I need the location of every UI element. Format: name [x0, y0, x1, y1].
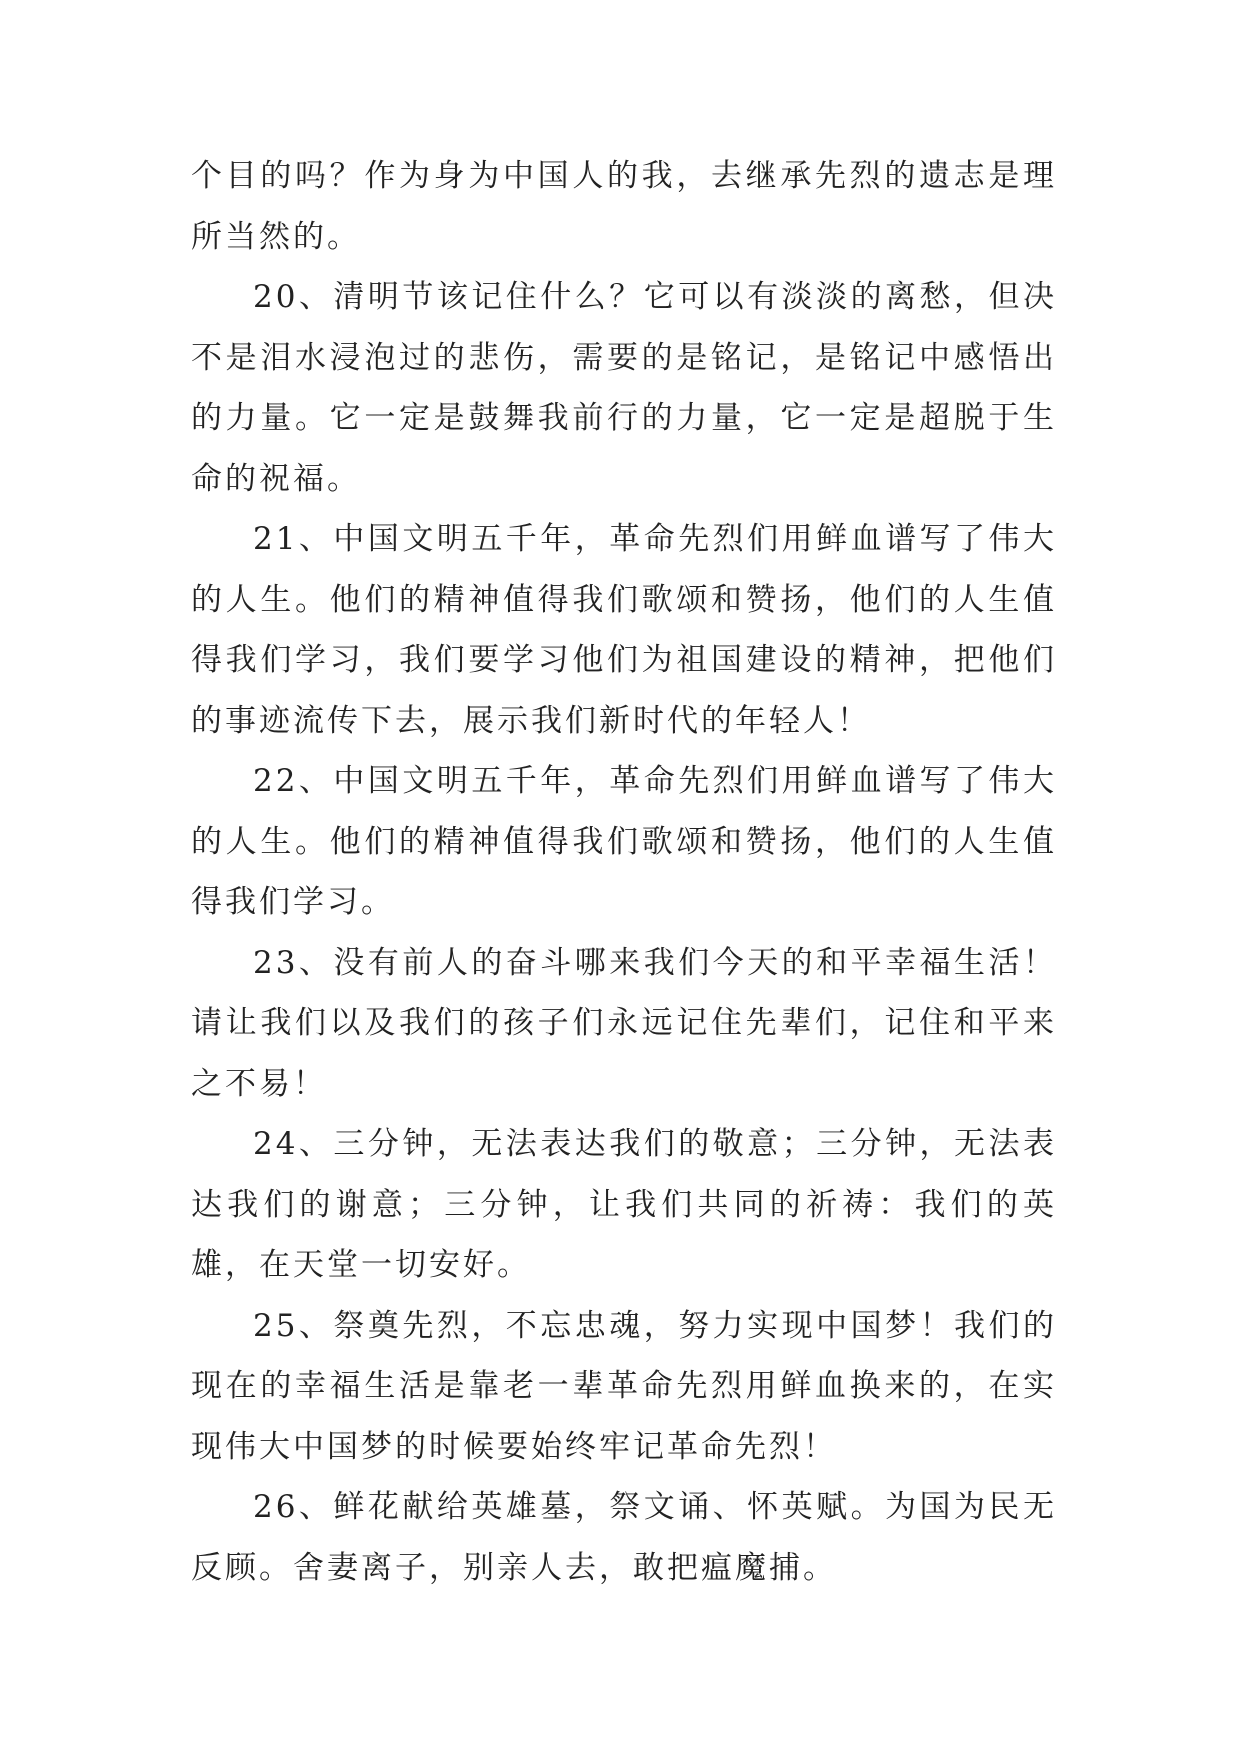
paragraph-item-21: 21、中国文明五千年，革命先烈们用鲜血谱写了伟大的人生。他们的精神值得我们歌颂和赞扬，他们的人生值得我们学习，我们要学习他们为祖国建设的精神，把他们的事迹流传下去，展示我们新时代的年轻人！ — [191, 521, 1057, 739]
paragraph-item-24: 24、三分钟，无法表达我们的敬意；三分钟，无法表达我们的谢意；三分钟，让我们共同的祈祷：我们的英雄，在天堂一切安好。 — [191, 1126, 1057, 1283]
paragraph-item-26: 26、鲜花献给英雄墓，祭文诵、怀英赋。为国为民无反顾。舍妻离子，别亲人去，敢把瘟魔捕。 — [191, 1489, 1057, 1586]
paragraph-item-20: 20、清明节该记住什么？它可以有淡淡的离愁，但决不是泪水浸泡过的悲伤，需要的是铭记，是铭记中感悟出的力量。它一定是鼓舞我前行的力量，它一定是超脱于生命的祝福。 — [191, 279, 1057, 497]
paragraph-item-23: 23、没有前人的奋斗哪来我们今天的和平幸福生活！请让我们以及我们的孩子们永远记住先辈们，记住和平来之不易！ — [191, 944, 1057, 1102]
paragraph-continuation: 个目的吗？作为身为中国人的我，去继承先烈的遗志是理所当然的。 — [191, 158, 1057, 255]
paragraph-item-22: 22、中国文明五千年，革命先烈们用鲜血谱写了伟大的人生。他们的精神值得我们歌颂和赞扬，他们的人生值得我们学习。 — [191, 763, 1057, 920]
document-body — [191, 146, 1057, 1598]
paragraph-item-25: 25、祭奠先烈，不忘忠魂，努力实现中国梦！我们的现在的幸福生活是靠老一辈革命先烈用鲜血换来的，在实现伟大中国梦的时候要始终牢记革命先烈！ — [191, 1307, 1057, 1465]
